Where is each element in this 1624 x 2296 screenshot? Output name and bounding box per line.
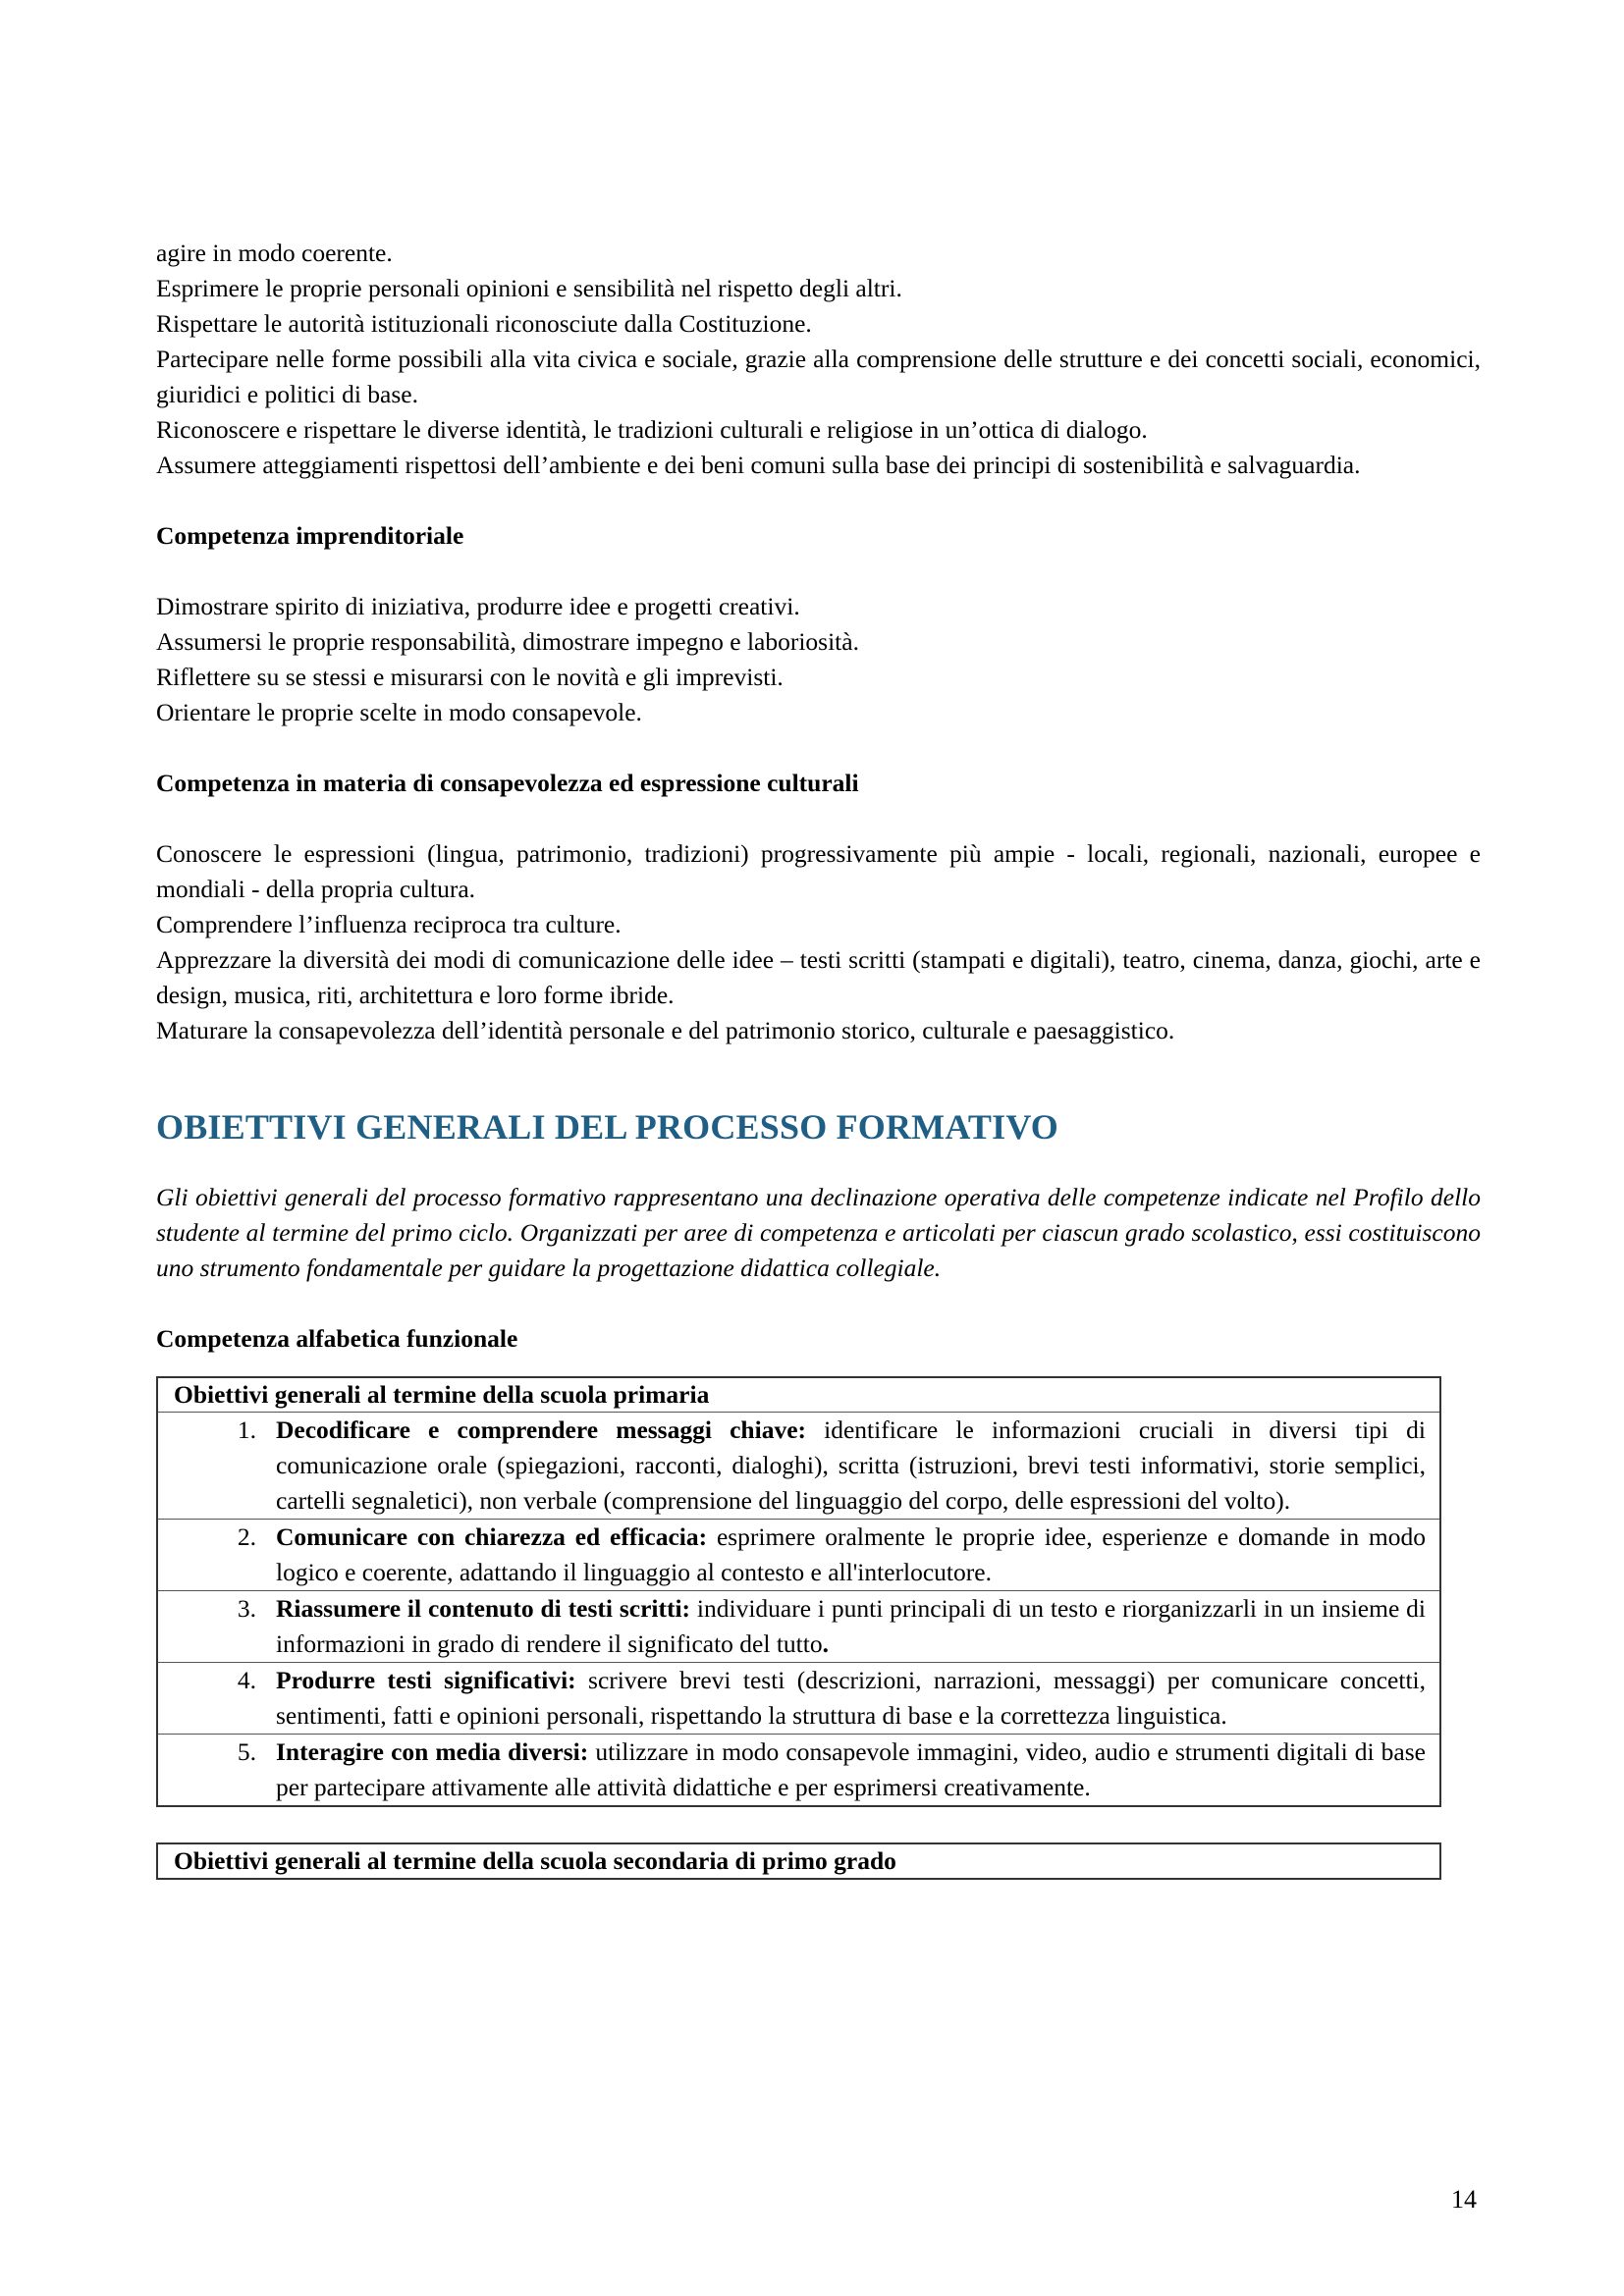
objectives-table-secondaria	[156, 1842, 1441, 1880]
table-header: Obiettivi generali al termine della scuola secondaria di primo grado	[157, 1843, 1440, 1879]
table-row	[157, 1520, 1440, 1591]
item-number: 2.	[237, 1522, 256, 1551]
table-row	[157, 1735, 1440, 1807]
table-header: Obiettivi generali al termine della scuola primaria	[157, 1377, 1440, 1413]
item-text: esprimere oralmente le proprie idee, esperienze e domande in modo logico e coerente, adattando il linguaggio al contesto e all'interlocutore.	[276, 1522, 1426, 1586]
item-text: individuare i punti principali di un testo e riorganizzarli in un insieme di informazioni in grado di rendere il significato del tutto	[276, 1594, 1426, 1658]
imprenditoriale-line: Orientare le proprie scelte in modo consapevole.	[156, 698, 642, 726]
item-title: Comunicare con chiarezza ed efficacia:	[276, 1522, 708, 1551]
table-row	[157, 1591, 1440, 1663]
document-page	[156, 236, 1481, 1880]
objectives-table-primaria	[156, 1376, 1441, 1807]
intro-line: Esprimere le proprie personali opinioni e sensibilità nel rispetto degli altri.	[156, 274, 902, 302]
item-title: Produrre testi significativi:	[276, 1666, 576, 1694]
item-text: scrivere brevi testi (descrizioni, narrazioni, messaggi) per comunicare concetti, sentimenti, fatti e opinioni personali, rispettando la struttura di base e la correttezza linguistica.	[276, 1666, 1427, 1730]
item-tail: .	[822, 1629, 829, 1658]
section-title-alfabetica: Competenza alfabetica funzionale	[156, 1324, 518, 1353]
item-number: 1.	[237, 1415, 256, 1444]
item-number: 3.	[237, 1594, 256, 1623]
culturali-line: Comprendere l’influenza reciproca tra culture.	[156, 910, 622, 938]
table-row	[157, 1663, 1440, 1735]
imprenditoriale-line: Dimostrare spirito di iniziativa, produrre idee e progetti creativi.	[156, 592, 800, 620]
culturali-line: Maturare la consapevolezza dell’identità personale e del patrimonio storico, culturale e paesaggistico.	[156, 1016, 1175, 1044]
imprenditoriale-line: Riflettere su se stessi e misurarsi con le novità e gli imprevisti.	[156, 663, 784, 691]
intro-line: Rispettare le autorità istituzionali riconosciute dalla Costituzione.	[156, 309, 812, 338]
intro-line: agire in modo coerente.	[156, 239, 393, 267]
imprenditoriale-line: Assumersi le proprie responsabilità, dimostrare impegno e laboriosità.	[156, 627, 859, 656]
item-title: Interagire con media diversi:	[276, 1737, 589, 1766]
page-number: 14	[1451, 2185, 1477, 2214]
intro-line: Assumere atteggiamenti rispettosi dell’ambiente e dei beni comuni sulla base dei principi di sostenibilità e salvaguardia.	[156, 451, 1361, 479]
section-title-culturali: Competenza in materia di consapevolezza ed espressione culturali	[156, 769, 859, 797]
intro-line: Riconoscere e rispettare le diverse identità, le tradizioni culturali e religiose in un’ottica di dialogo.	[156, 415, 1148, 444]
item-number: 4.	[237, 1666, 256, 1694]
item-text: identificare le informazioni cruciali in diversi tipi di comunicazione orale (spiegazioni, racconti, dialoghi), scritta (istruzioni, brevi testi informativi, storie semplici, cartelli segnaletici), non verbale (comprensione del linguaggio del corpo, delle espressioni del volto).	[276, 1415, 1426, 1515]
section-heading: OBIETTIVI GENERALI DEL PROCESSO FORMATIVO	[156, 1107, 1058, 1147]
heading-intro: Gli obiettivi generali del processo formativo rappresentano una declinazione operativa delle competenze indicate nel Profilo dello studente al termine del primo ciclo. Organizzati per aree di competenza e articolati per ciascun grado scolastico, essi costituiscono uno strumento fondamentale per guidare la progettazione didattica collegiale.	[156, 1183, 1481, 1282]
intro-line: Partecipare nelle forme possibili alla vita civica e sociale, grazie alla comprensione delle strutture e dei concetti sociali, economici, giuridici e politici di base.	[156, 345, 1481, 408]
item-text: utilizzare in modo consapevole immagini, video, audio e strumenti digitali di base per partecipare attivamente alle attività didattiche e per esprimersi creativamente.	[276, 1737, 1426, 1801]
culturali-line: Conoscere le espressioni (lingua, patrimonio, tradizioni) progressivamente più ampie - locali, regionali, nazionali, europee e mondiali - della propria cultura.	[156, 839, 1481, 903]
table-row	[157, 1413, 1440, 1520]
item-title: Riassumere il contenuto di testi scritti:	[276, 1594, 691, 1623]
item-number: 5.	[237, 1737, 256, 1766]
culturali-line: Apprezzare la diversità dei modi di comunicazione delle idee – testi scritti (stampati e digitali), teatro, cinema, danza, giochi, arte e design, musica, riti, architettura e loro forme ibride.	[156, 945, 1481, 1009]
item-title: Decodificare e comprendere messaggi chiave:	[276, 1415, 806, 1444]
section-title-imprenditoriale: Competenza imprenditoriale	[156, 521, 464, 550]
